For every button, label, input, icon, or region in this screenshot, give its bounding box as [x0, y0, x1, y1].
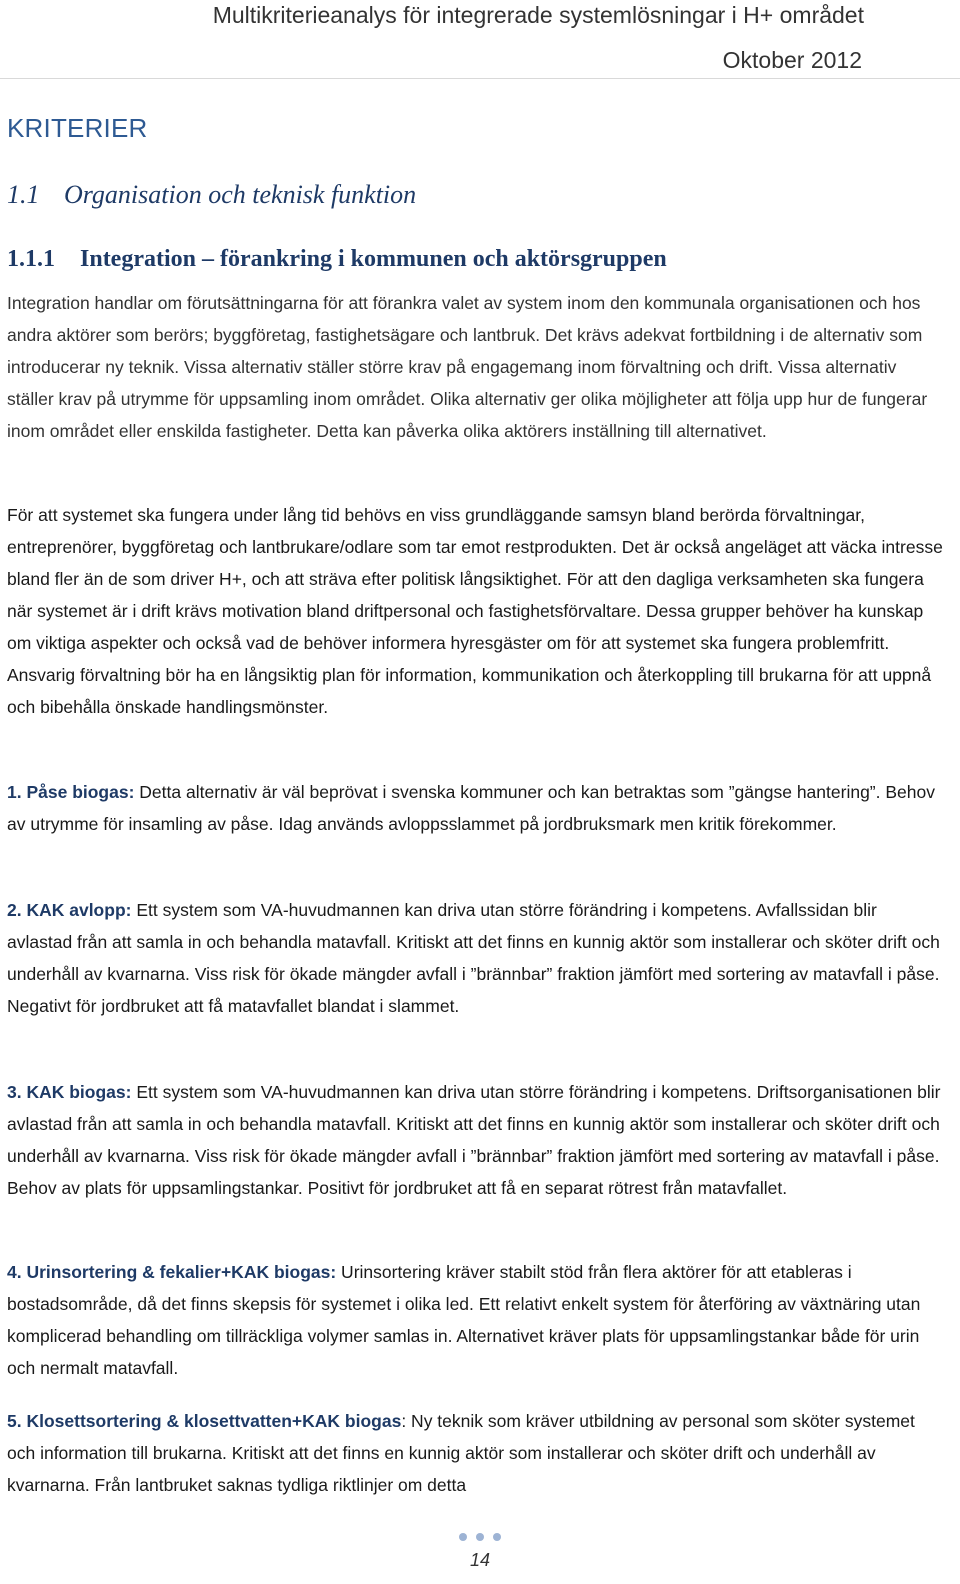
- heading-2-number: 1.1: [7, 180, 40, 209]
- heading-2-text: Organisation och teknisk funktion: [64, 180, 417, 209]
- alternative-label: 5. Klosettsortering & klosettvatten+KAK biogas: [7, 1411, 402, 1431]
- alternative-text: : Ny teknik som kräver utbildning av personal som sköter systemet och information till brukarna. Kritiskt att det finns en kunnig aktör som installerar och sköter drift och underhåll av kvarnarna. Från lantbruket saknas tydliga riktlinjer om detta: [7, 1411, 915, 1495]
- alternative-label: 3. KAK biogas:: [7, 1082, 132, 1102]
- header-divider: [0, 78, 960, 79]
- heading-3-text: Integration – förankring i kommunen och aktörsgruppen: [80, 246, 667, 272]
- heading-level-3: [7, 246, 667, 273]
- dot-icon: [476, 1533, 484, 1541]
- alternative-label: 2. KAK avlopp:: [7, 900, 132, 920]
- alternative-text: Detta alternativ är väl beprövat i svenska kommuner och kan betraktas som ”gängse hantering”. Behov av utrymme för insamling av påse. Idag används avloppsslammet på jordbruksmark men kritik förekommer.: [7, 782, 935, 834]
- dot-icon: [459, 1533, 467, 1541]
- alternative-label: 1. Påse biogas:: [7, 782, 135, 802]
- page-number: 14: [469, 1550, 491, 1570]
- body-paragraph: [7, 499, 943, 723]
- dot-icon: [493, 1533, 501, 1541]
- page-header: [213, 0, 864, 75]
- alternative-item-1: [7, 776, 943, 840]
- document-title: Multikriterieanalys för integrerade systemlösningar i H+ området: [212, 2, 864, 28]
- alternative-item-2: [7, 894, 943, 1022]
- alternative-item-4: [7, 1256, 943, 1384]
- alternative-item-5: [7, 1405, 943, 1501]
- body-text: För att systemet ska fungera under lång tid behövs en viss grundläggande samsyn bland berörda förvaltningar, entreprenörer, byggföretag och lantbrukare/odlare som tar emot restprodukten. Det är också angeläget att väcka intresse bland fler än de som driver H+, och att sträva efter politisk långsiktighet. För att den dagliga verksamheten ska fungera när systemet är i drift krävs motivation bland driftpersonal och fastighetsförvaltare. Dessa grupper behöver ha kunskap om viktiga aspekter och också vad de behöver informera hyresgäster om för att systemet ska fungera problemfritt. Ansvarig förvaltning bör ha en långsiktig plan för information, kommunikation och återkoppling till brukarna för att uppnå och bibehålla önskade handlingsmönster.: [7, 505, 943, 717]
- alternative-item-3: [7, 1076, 943, 1204]
- footer-dots-icon: [459, 1533, 501, 1541]
- alternative-label: 4. Urinsortering & fekalier+KAK biogas:: [7, 1262, 337, 1282]
- intro-paragraph: [7, 287, 943, 447]
- page-footer: [0, 1528, 960, 1571]
- alternative-text: Ett system som VA-huvudmannen kan driva utan större förändring i kompetens. Driftsorganisationen blir avlastad från att samla in och behandla matavfall. Kritiskt att det finns en kunnig aktör som installerar och sköter drift och underhåll av kvarnarna. Viss risk för ökade mängder avfall i ”brännbar” fraktion jämfört med sortering av matavfall i påse. Behov av plats för uppsamlingstankar. Positivt för jordbruket att få en separat rötrest från matavfallet.: [7, 1082, 941, 1198]
- alternative-text: Urinsortering kräver stabilt stöd från flera aktörer för att etableras i bostadsområde, då det finns skepsis för systemet i olika led. Ett relativt enkelt system för återföring av växtnäring utan komplicerad behandling om tillräckliga volymer samlas in. Alternativet kräver plats för uppsamlingstankar både för urin och nermalt matavfall.: [7, 1262, 921, 1378]
- alternative-text: Ett system som VA-huvudmannen kan driva utan större förändring i kompetens. Avfallssidan blir avlastad från att samla in och behandla matavfall. Kritiskt att det finns en kunnig aktör som installerar och sköter drift och underhåll av kvarnarna. Viss risk för ökade mängder avfall i ”brännbar” fraktion jämfört med sortering av matavfall i påse. Negativt för jordbruket att få matavfallet blandat i slammet.: [7, 900, 940, 1016]
- heading-3-number: 1.1.1: [7, 246, 55, 272]
- heading-level-2: [7, 180, 416, 210]
- intro-text: Integration handlar om förutsättningarna för att förankra valet av system inom den kommunala organisationen och hos andra aktörer som berörs; byggföretag, fastighetsägare och lantbruk. Det krävs adekvat fortbildning i de alternativ som introducerar ny teknik. Vissa alternativ ställer större krav på engagemang inom förvaltning och drift. Vissa alternativ ställer krav på utrymme för uppsamling inom området. Olika alternativ ger olika möjligheter att följa upp hur de fungerar inom området eller enskilda fastigheter. Detta kan påverka olika aktörers inställning till alternativet.: [7, 293, 928, 441]
- document-date: Oktober 2012: [722, 47, 862, 73]
- section-heading: KRITERIER: [7, 113, 148, 143]
